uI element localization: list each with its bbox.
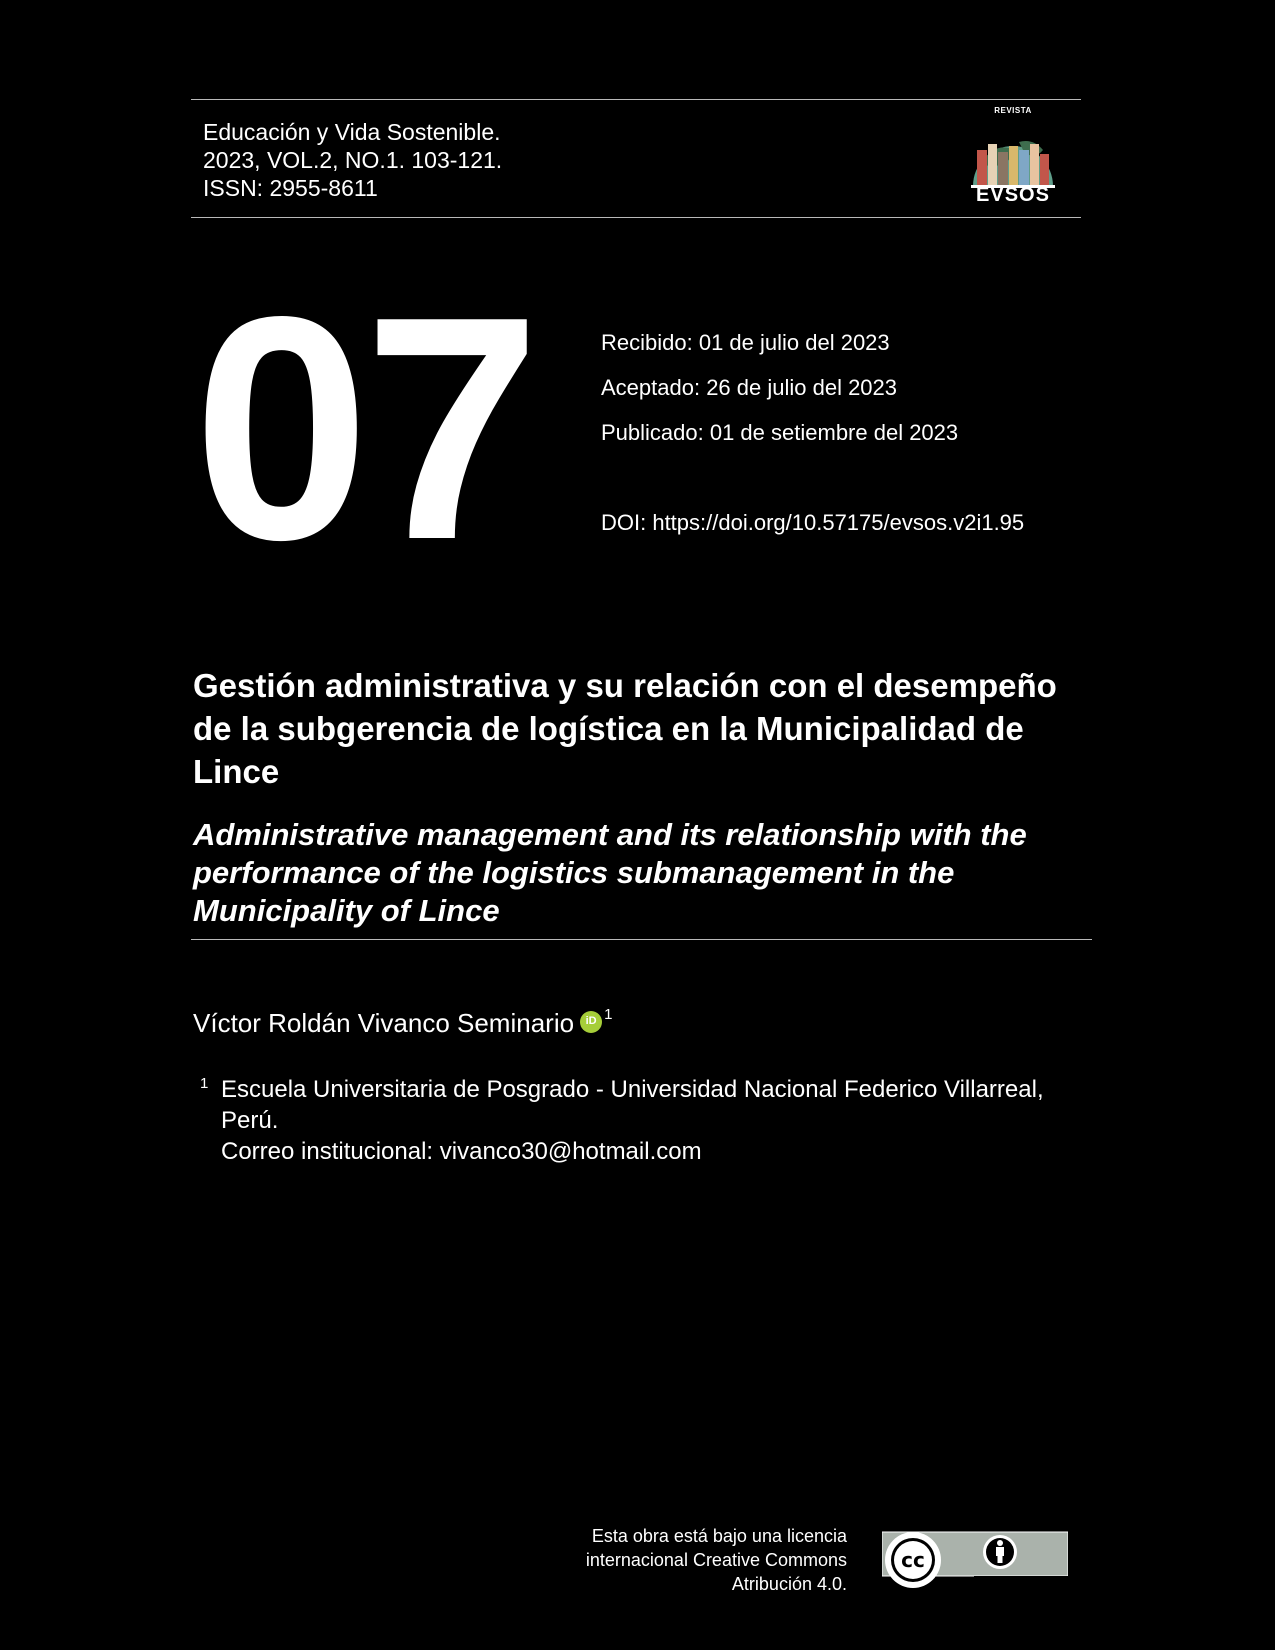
- title-rule: [191, 939, 1092, 940]
- article-title-spanish: Gestión administrativa y su relación con el desempeño de la subgerencia de logística en la Municipalidad de Lince: [193, 667, 1057, 790]
- article-number: 07: [193, 251, 535, 606]
- logo-top-label: REVISTA: [994, 106, 1032, 115]
- journal-volume: 2023, VOL.2, NO.1. 103-121.: [203, 147, 503, 173]
- orcid-icon[interactable]: [580, 1011, 602, 1033]
- globe-books-icon: [963, 114, 1063, 194]
- affiliation-ref: 1: [200, 1075, 209, 1092]
- author-affiliation-ref: 1: [604, 1006, 613, 1023]
- cc-by-label: BY: [991, 1579, 1009, 1593]
- cc-badge-label: cc: [901, 1548, 925, 1572]
- article-title-english: Administrative management and its relationship with the performance of the logistics submanagement in the Municipality of Lince: [193, 817, 1027, 928]
- affiliation-line-1: Escuela Universitaria de Posgrado - Universidad Nacional Federico Villarreal,: [221, 1076, 1044, 1103]
- affiliation-email[interactable]: Correo institucional: vivanco30@hotmail.com: [221, 1138, 702, 1165]
- journal-logo: [963, 104, 1063, 208]
- affiliation-line-2: Perú.: [221, 1107, 279, 1134]
- published-date: Publicado: 01 de setiembre del 2023: [601, 420, 959, 445]
- journal-issn: ISSN: 2955-8611: [203, 175, 378, 201]
- received-date: Recibido: 01 de julio del 2023: [601, 330, 890, 355]
- license-line-2: internacional Creative Commons: [585, 1550, 847, 1570]
- header-top-rule: [191, 99, 1081, 100]
- journal-name: Educación y Vida Sostenible.: [203, 119, 501, 145]
- author-line: [193, 1008, 612, 1039]
- logo-name: EVSOS: [976, 184, 1050, 206]
- license-line-1: Esta obra está bajo una licencia: [591, 1526, 847, 1546]
- header-bottom-rule: [191, 217, 1081, 218]
- author-name: Víctor Roldán Vivanco Seminario: [193, 1008, 575, 1038]
- accepted-date: Aceptado: 26 de julio del 2023: [601, 375, 898, 400]
- doi-link[interactable]: DOI: https://doi.org/10.57175/evsos.v2i1.95: [601, 510, 1025, 535]
- orcid-badge-label: iD: [585, 1015, 597, 1028]
- license-text: [520, 1524, 847, 1596]
- license-line-3: Atribución 4.0.: [731, 1574, 847, 1594]
- journal-header: [203, 118, 502, 202]
- affiliation-block: [221, 1074, 1101, 1167]
- cc-by-license-badge[interactable]: [882, 1530, 1068, 1594]
